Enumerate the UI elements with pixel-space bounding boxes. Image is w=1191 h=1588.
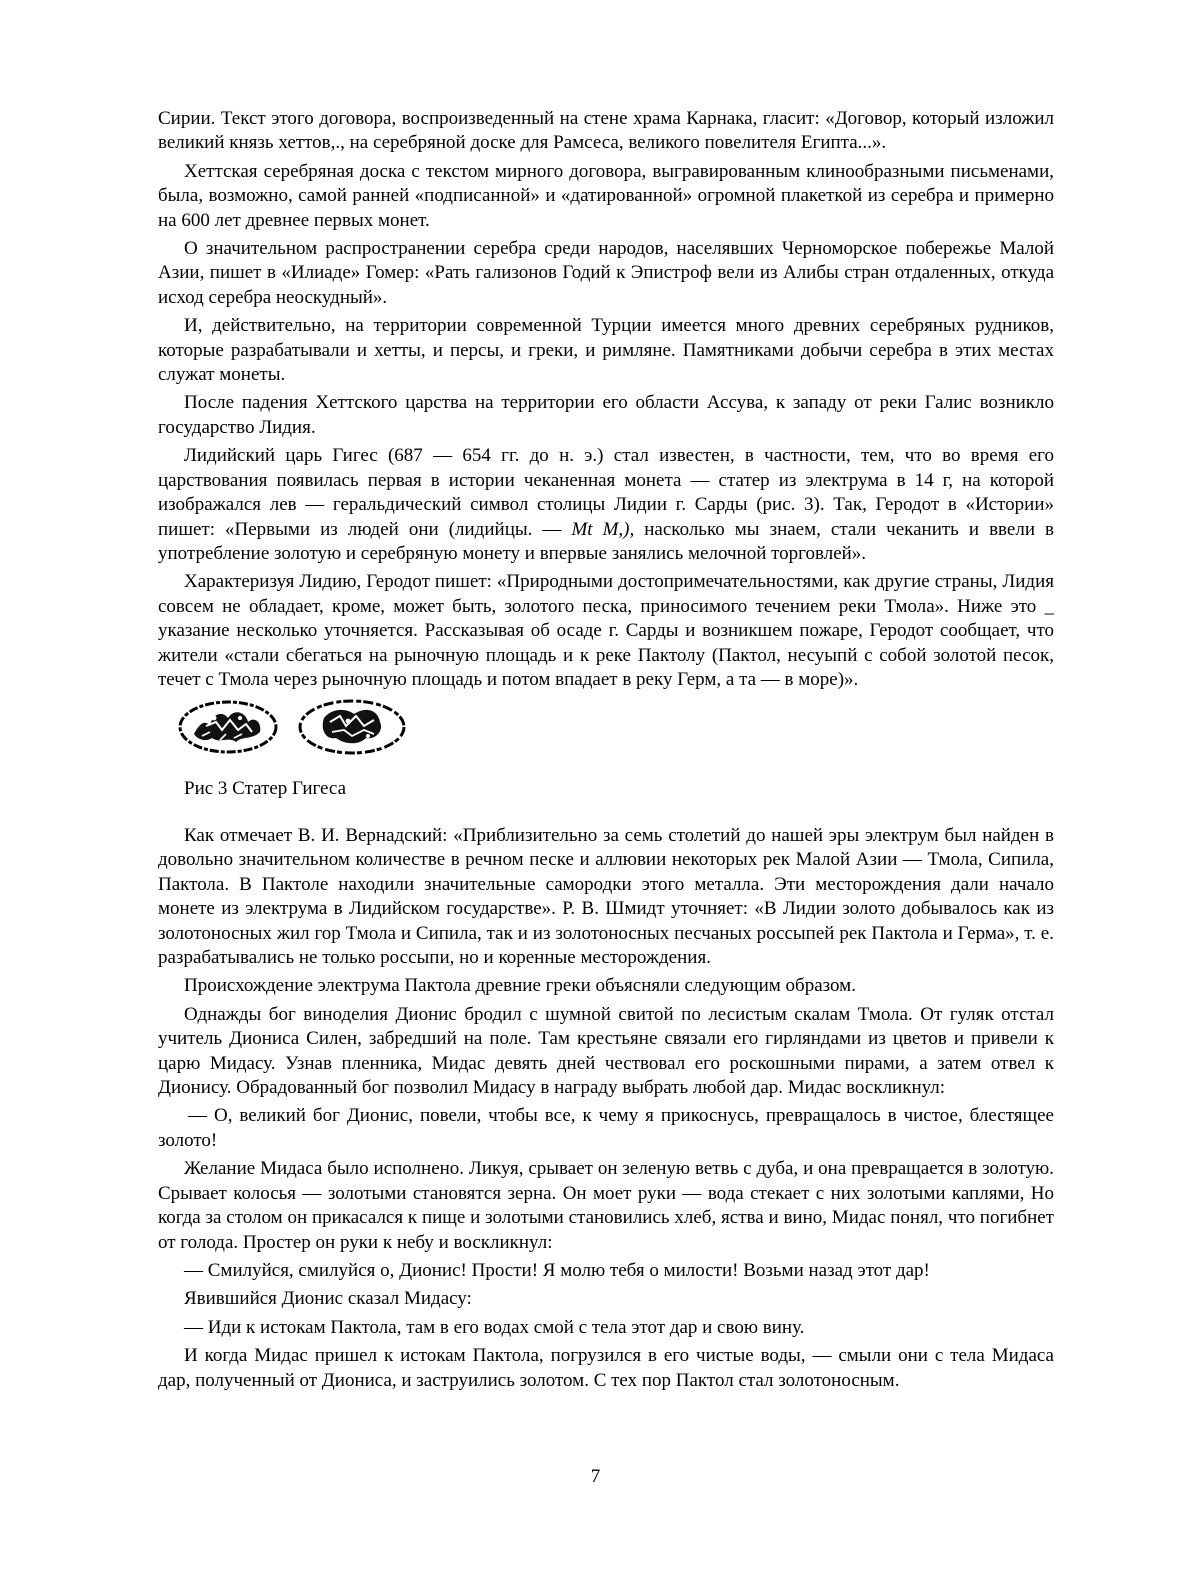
coin-obverse-icon <box>180 702 276 752</box>
paragraph: Хеттская серебряная доска с текстом мирного договора, выгравированным клинообразными письменами, была, возможно, самой ранней «подписанной» и «датированной» огромной плакеткой из серебра и примерно на 600 лет древнее первых монет. <box>158 160 1054 231</box>
paragraph-gyges-note: Mt M,), <box>571 518 635 540</box>
paragraph: О значительном распространении серебра среди народов, населявших Черноморское побережье Малой Азии, пишет в «Илиаде» Гомер: «Рать гализонов Годий к Эпистроф вели из Алибы стран отдаленных, откуда исход серебра неоскудный». <box>158 238 1054 308</box>
text-block-top <box>158 107 1054 696</box>
paragraph-gyges-part1: Лидийский царь Гигес (687 — 654 гг. до н. э.) стал известен, в частности, тем, что во время его царствования появилась первая в истории чеканенная монета — статер из электрума в 14 г, на которой изображался лев — геральдический символ столицы Лидии г. Сарды (рис. 3). Так, Геродот в «Истории» пишет: «Первыми из людей они (лидийцы. — <box>158 445 1054 540</box>
paragraph: Однажды бог виноделия Дионис бродил с шумной свитой по лесистым скалам Тмола. От гуляк отстал учитель Диониса Силен, забредший на поле. Там крестьяне связали его гирляндами из цветов и привели к царю Мидасу. Узнав пленника, Мидас девять дней чествовал его роскошными пирами, а затем отвел к Дионису. Обрадованный бог позволил Мидасу в награду выбрать любой дар. Мидас воскликнул: <box>158 1003 1054 1099</box>
paragraph: Явившийся Дионис сказал Мидасу: <box>184 1288 472 1310</box>
coin-stater-icon <box>176 696 411 758</box>
figure-caption: Рис 3 Статер Гигеса <box>184 778 347 799</box>
page-number: 7 <box>590 1466 601 1487</box>
paragraph-herodotus: Характеризуя Лидию, Геродот пишет: «Природными достопримечательностями, как другие страны, Лидия совсем не обладает, кроме, может быть, золотого песка, приносимого течением реки Тмола». Ниже это _ указание несколько уточняется. Рассказывая об осаде г. Сарды и возникшем пожаре, Геродот сообщает, что жители «стали сбегаться на рыночную площадь и к реке Пактолу (Пактол, несуыпй с собой золотой песок, течет с Тмола через рыночную площадь и потом впадает в реку Герм, а та — в море)». <box>158 571 1054 690</box>
text-block-bottom <box>158 824 1054 1397</box>
paragraph: Сирии. Текст этого договора, воспроизведенный на стене храма Карнака, гласит: «Договор, который изложил великий князь хеттов,., на серебряной доске для Рамсеса, великого повелителя Египта...». <box>158 108 1054 154</box>
paragraph: И когда Мидас пришел к истокам Пактола, погрузился в его чистые воды, — смыли они с тела Мидаса дар, полученный от Диониса, и заструились золотом. С тех пор Пактол стал золотоносным. <box>158 1345 1054 1391</box>
paragraph: Как отмечает В. И. Вернадский: «Приблизительно за семь столетий до нашей эры электрум был найден в довольно значительном количестве в речном песке и аллювии некоторых рек Малой Азии — Тмола, Сипила, Пактола. В Пактоле находили значительные самородки этого металла. Эти месторождения дали начало монете из электрума в Лидийском государстве». Р. В. Шмидт уточняет: «В Лидии золото добывалось как из золотоносных жил гор Тмола и Сипила, так и из золотоносных песчаных россыпей рек Пактола и Герма», т. е. разрабатывались не только россыпи, но и коренные месторождения. <box>158 825 1054 969</box>
paragraph: — О, великий бог Дионис, повели, чтобы все, к чему я прикоснусь, превращалось в чистое, блестящее золото! <box>158 1105 1054 1151</box>
paragraph: И, действительно, на территории современной Турции имеется много древних серебряных рудников, которые разрабатывали и хетты, и персы, и греки, и римляне. Памятниками добычи серебра в этих местах служат монеты. <box>158 315 1054 386</box>
paragraph: Происхождение электрума Пактола древние греки объясняли следующим образом. <box>184 975 856 997</box>
paragraph: — Иди к истокам Пактола, там в его водах смой с тела этот дар и свою вину. <box>184 1316 805 1338</box>
paragraph: После падения Хеттского царства на территории его области Ассува, к западу от реки Галис возникло государство Лидия. <box>158 392 1054 438</box>
paragraph-gyges-part2: насколько мы знаем, стали чеканить и ввели в употребление золотую и серебряную монету и впервые занялись мелочной торговлей». <box>158 518 1054 564</box>
paragraph-gyges <box>158 444 1054 566</box>
paragraph: Желание Мидаса было исполнено. Ликуя, срывает он зеленую ветвь с дуба, и она превращается в золотую. Срывает колосья — золотыми становятся зерна. Он моет руки — вода стекает с них золотыми каплями, Но когда за столом он прикасался к пище и золотыми становились хлеб, яства и вино, Мидас понял, что погибнет от голода. Простер он руки к небу и воскликнул: <box>158 1158 1054 1253</box>
paragraph: — Смилуйся, смилуйся о, Дионис! Прости! Я молю тебя о милости! Возьми назад этот дар! <box>184 1259 930 1281</box>
coin-reverse-icon <box>300 701 404 753</box>
